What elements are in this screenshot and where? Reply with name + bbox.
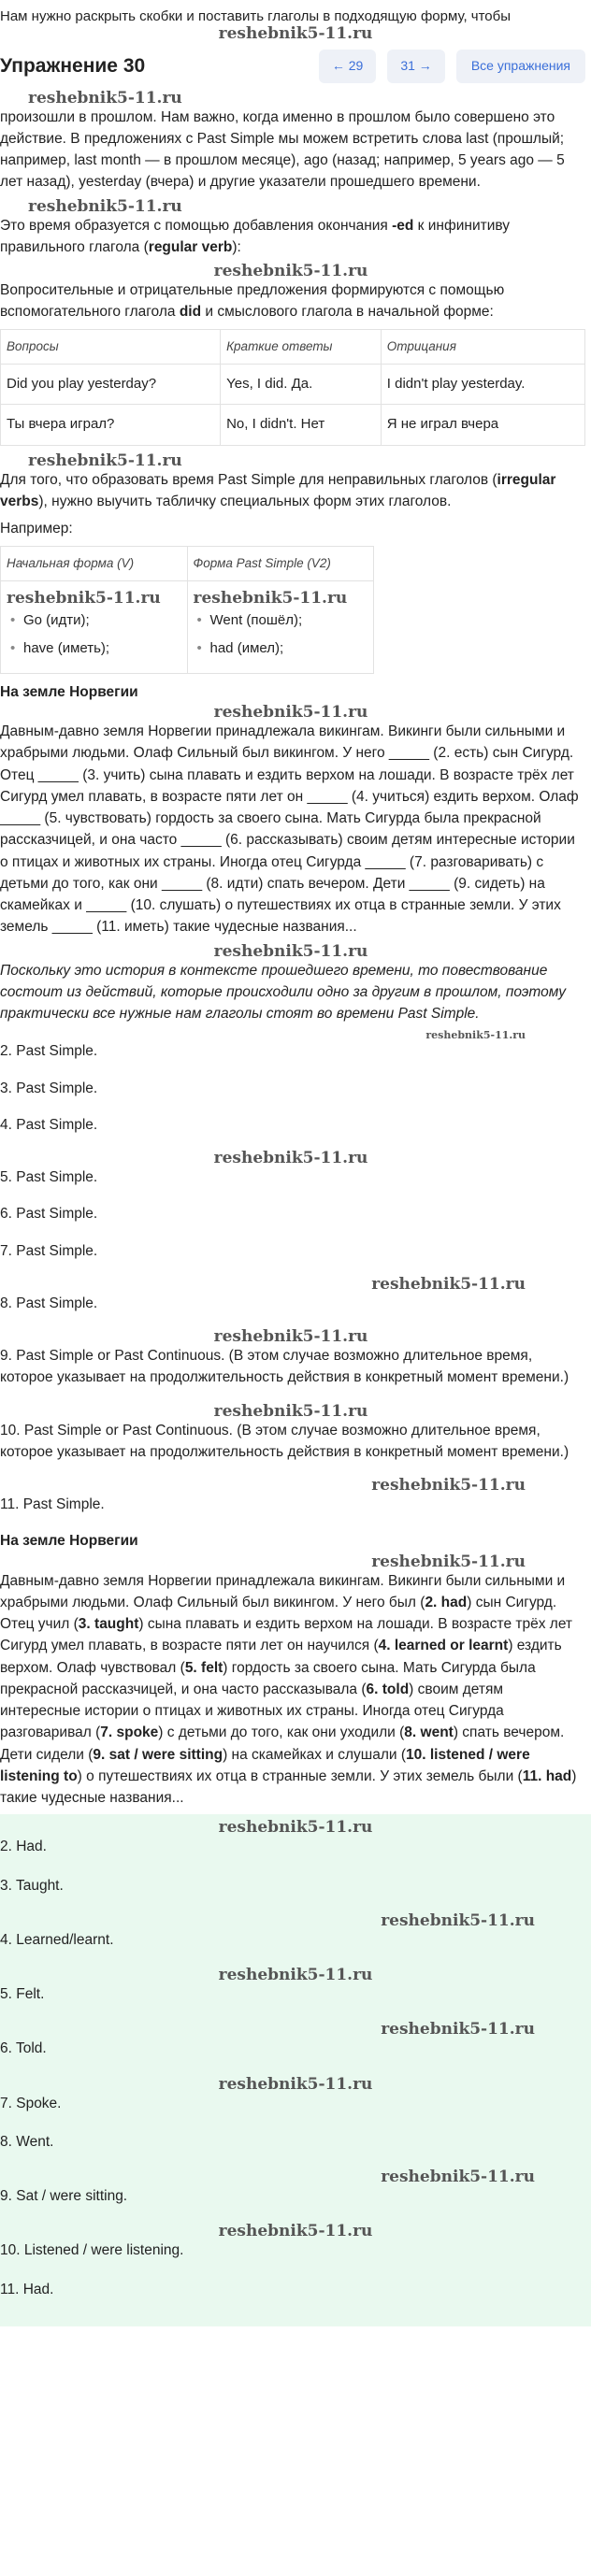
watermark: reshebnik5-11.ru [213,1401,368,1421]
answer-item: 3. Past Simple. [0,1080,98,1096]
table-cell: Я не играл вчера [381,405,584,446]
watermark: reshebnik5-11.ru [28,196,182,216]
page-title: Упражнение 30 [0,54,146,77]
watermark-row [0,453,582,469]
watermark: reshebnik5-11.ru [381,2168,535,2186]
watermark: reshebnik5-11.ru [218,2074,373,2094]
bold-answer: 9. sat / were sitting [93,1746,223,1763]
table-header-row [1,329,585,364]
text: Давным-давно земля Норвегии принадлежала викингам. Викинги были сильными и храбрыми людьми. Олаф Сильный был викингом. У него был ( [0,1572,566,1610]
watermark-row [0,1554,582,1570]
text: ) ездить верхом. Олаф чувствовал ( [0,1638,562,1676]
table-header: Начальная форма (V) [1,546,188,580]
bold-answer: 5. felt [184,1659,223,1676]
table-row [1,580,374,673]
watermark: reshebnik5-11.ru [381,1911,535,1930]
table-header: Форма Past Simple (V2) [187,546,374,580]
watermark: reshebnik5-11.ru [218,2222,373,2241]
answers-list [0,1040,582,1515]
text: ) спать вечером. Дети сидели ( [0,1724,565,1763]
answer-item: 4. Past Simple. [0,1116,98,1133]
theory-paragraph: произошли в прошлом. Нам важно, когда именно в прошлом было совершено это действие. В предложениях с Past Simple мы можем встретить слова last (прошлый; например, last month — в прошлом месяце), ago (назад; например, 5 years ago — 5 лет назад), yesterday (вчера) и другие указатели прошедшего времени. [0,108,565,191]
watermark-row [0,1913,591,1929]
table-cell: Ты вчера играл? [1,405,221,446]
table-cell [1,580,188,673]
did-table [0,329,585,446]
text: Это время образуется с помощью добавления окончания [0,217,393,234]
list-item: • Go (идти); [7,607,181,636]
bold-answer: 11. had [522,1767,572,1784]
watermark-row [0,1401,582,1421]
answer-item: 2. Had. [0,1839,47,1855]
story-answer-text [0,1570,582,1810]
text: ) с детьми до того, как они уходили ( [158,1724,405,1741]
bold-text: -ed [392,217,414,234]
table-cell: Yes, I did. Да. [221,364,382,405]
text: ) гордость за своего сына. Мать Сигурда была прекрасной рассказчицей, и она часто рассказывала ( [0,1659,536,1697]
table-header: Отрицания [381,329,584,364]
table-cell: Did you play yesterday? [1,364,221,405]
watermark-row [0,196,582,216]
watermark-row [0,1274,582,1294]
watermark-row [0,941,582,961]
watermark: reshebnik5-11.ru [218,1818,373,1838]
watermark: reshebnik5-11.ru [425,1029,526,1042]
text: ) сына плавать и ездить верхом на лошади. В возрасте трёх лет Сигурд умел плавать, в возрасте пяти лет он научился ( [0,1616,573,1654]
watermark-row [0,1151,582,1166]
watermark-row [0,2224,591,2240]
watermark-row [0,2169,591,2185]
answer-item: 8. Past Simple. [0,1295,98,1311]
watermark: reshebnik5-11.ru [28,451,182,470]
verb-list [7,607,181,664]
table-header: Вопросы [1,329,221,364]
watermark-row [0,2074,591,2094]
watermark: reshebnik5-11.ru [218,23,373,43]
watermark: reshebnik5-11.ru [213,703,368,722]
answer-item: 6. Told. [0,2040,47,2057]
text: ) такие чудесные названия... [0,1767,577,1806]
watermark-row [0,1478,582,1494]
theory-paragraph [0,215,582,259]
section-title: На земле Норвегии [0,1533,138,1550]
answer-item: 9. Sat / were sitting. [0,2188,128,2204]
watermark: reshebnik5-11.ru [213,1327,368,1346]
answer-item: 6. Past Simple. [0,1206,98,1223]
answer-item: 11. Past Simple. [0,1496,105,1512]
list-item: • Went (пошёл); [194,607,368,636]
answer-item: 7. Spoke. [0,2095,62,2111]
exercise-header [0,42,591,91]
text: ): [232,238,241,255]
table-header-row [1,546,374,580]
bold-answer: 2. had [425,1594,468,1610]
watermark: reshebnik5-11.ru [371,1274,526,1294]
watermark: reshebnik5-11.ru [213,262,368,280]
section-title: На земле Норвегии [0,683,138,700]
list-item: • have (иметь); [7,635,181,664]
watermark-row [0,1820,591,1836]
list-item: • had (имел); [194,635,368,664]
bold-answer: 6. told [366,1681,410,1697]
text: ) на скамейках и слушали ( [223,1746,407,1763]
answer-item: 5. Past Simple. [0,1169,98,1185]
text: ) своим детям интересные истории о птицах и животных их страны. Иногда отец Сигурда разговаривал ( [0,1681,504,1741]
answer-item: 10. Listened / were listening. [0,2242,184,2259]
watermark-row [0,2022,591,2038]
prev-exercise-button[interactable]: ← 29 [319,50,376,83]
next-exercise-button[interactable]: 31 → [387,50,444,83]
text: Вопросительные и отрицательные предложения формируются с помощью вспомогательного глагола [0,282,505,321]
text: ) о путешествиях их отца в странные земли. У этих земель были ( [77,1767,523,1784]
intro-text: Нам нужно раскрыть скобки и поставить глаголы в подходящую форму, чтобы [0,8,512,24]
bold-text: irregular verbs [0,471,556,509]
watermark-row [0,88,582,107]
exercise-content [0,88,591,1810]
watermark-row [0,1329,582,1345]
answer-item: 8. Went. [0,2133,54,2150]
watermark: reshebnik5-11.ru [381,2020,535,2039]
watermark: reshebnik5-11.ru [371,1476,526,1495]
watermark: reshebnik5-11.ru [371,1552,526,1571]
bold-answer: 3. taught [78,1616,139,1632]
watermark-row [0,264,582,279]
table-row [1,405,585,446]
table-cell: I didn't play yesterday. [381,364,584,405]
exercise-nav [319,50,585,83]
text: ), нужно выучить табличку специальных форм этих глаголов. [38,494,452,509]
text: к инфинитиву правильного глагола ( [0,217,511,255]
answer-item: 3. Taught. [0,1877,64,1894]
theory-paragraph: Например: [0,521,73,537]
bold-answer: 4. learned or learnt [378,1638,509,1654]
watermark-row [0,705,582,721]
answer-item: 5. Felt. [0,1986,45,2002]
all-exercises-button[interactable]: Все упражнения [456,50,585,83]
watermark: reshebnik5-11.ru [213,1149,368,1167]
text: Для того, что образовать время Past Simple для неправильных глаголов ( [0,471,497,488]
theory-paragraph [0,469,582,513]
answer-item: 4. Learned/learnt. [0,1931,114,1948]
text: и смыслового глагола в начальной форме: [201,304,494,321]
watermark-row [0,1030,582,1040]
bold-answer: 7. spoke [100,1724,159,1741]
table-row [1,364,585,405]
watermark: reshebnik5-11.ru [218,1966,373,1984]
watermark: reshebnik5-11.ru [213,941,368,961]
text: ) сын Сигурд. Отец учил ( [0,1594,557,1632]
irregular-verbs-table [0,546,374,674]
watermark-row [0,1968,591,1983]
story-text: Давным-давно земля Норвегии принадлежала викингам. Викинги были сильными и храбрыми людьми. Олаф Сильный был викингом. У него _____ (2. есть) сын Сигурд. Отец _____ (3. учить) сына плавать и ездить верхом на лошади. В возрасте трёх лет Сигурд умел плавать, в возрасте пяти лет он _____ (4. учиться) ездить верхом. Олаф _____ (5. чувствовать) гордость за своего сына. Мать Сигурда была прекрасной рассказчицей, и она часто _____ (6. рассказывать) своим детям интересные истории о птицах и животных их страны. Иногда отец Сигурда _____ (7. разговаривать) с детьми до того, как они _____ (8. идти) спать вечером. Дети _____ (9. сидеть) на скамейках и _____ (10. слушать) о путешествиях их отца в странные земли. У этих земель _____ (11. иметь) такие чудесные названия... [0,723,579,936]
table-cell [187,580,374,673]
answer-item: 9. Past Simple or Past Continuous. (В этом случае возможно длительное время, которое указывает на продолжительность действия в конкретный момент времени.) [0,1348,569,1386]
bold-answer: 10. listened / were listening to [0,1746,530,1784]
answer-item: 10. Past Simple or Past Continuous. (В этом случае возможно длительное время, которое указывает на продолжительность действия в конкретный момент времени.) [0,1422,569,1460]
final-answers-block [0,1814,591,2326]
watermark: reshebnik5-11.ru [28,88,182,107]
table-header: Краткие ответы [221,329,382,364]
bold-text: regular verb [148,238,233,255]
bold-text: did [179,304,202,321]
theory-paragraph [0,279,582,323]
table-cell: No, I didn't. Нет [221,405,382,446]
watermark: reshebnik5-11.ru [193,588,348,608]
answer-item: 2. Past Simple. [0,1043,98,1060]
explanation-note: Поскольку это история в контексте прошедшего времени, то повествование состоит из действий, которые происходили одно за другим в прошлом, поэтому практически все нужные нам глаголы стоят во времени Past Simple. [0,962,566,1022]
bold-answer: 8. went [404,1724,454,1741]
answer-item: 11. Had. [0,2281,54,2297]
answer-item: 7. Past Simple. [0,1242,98,1259]
watermark: reshebnik5-11.ru [7,588,161,608]
watermark-row [0,23,591,43]
verb-list [194,607,368,664]
